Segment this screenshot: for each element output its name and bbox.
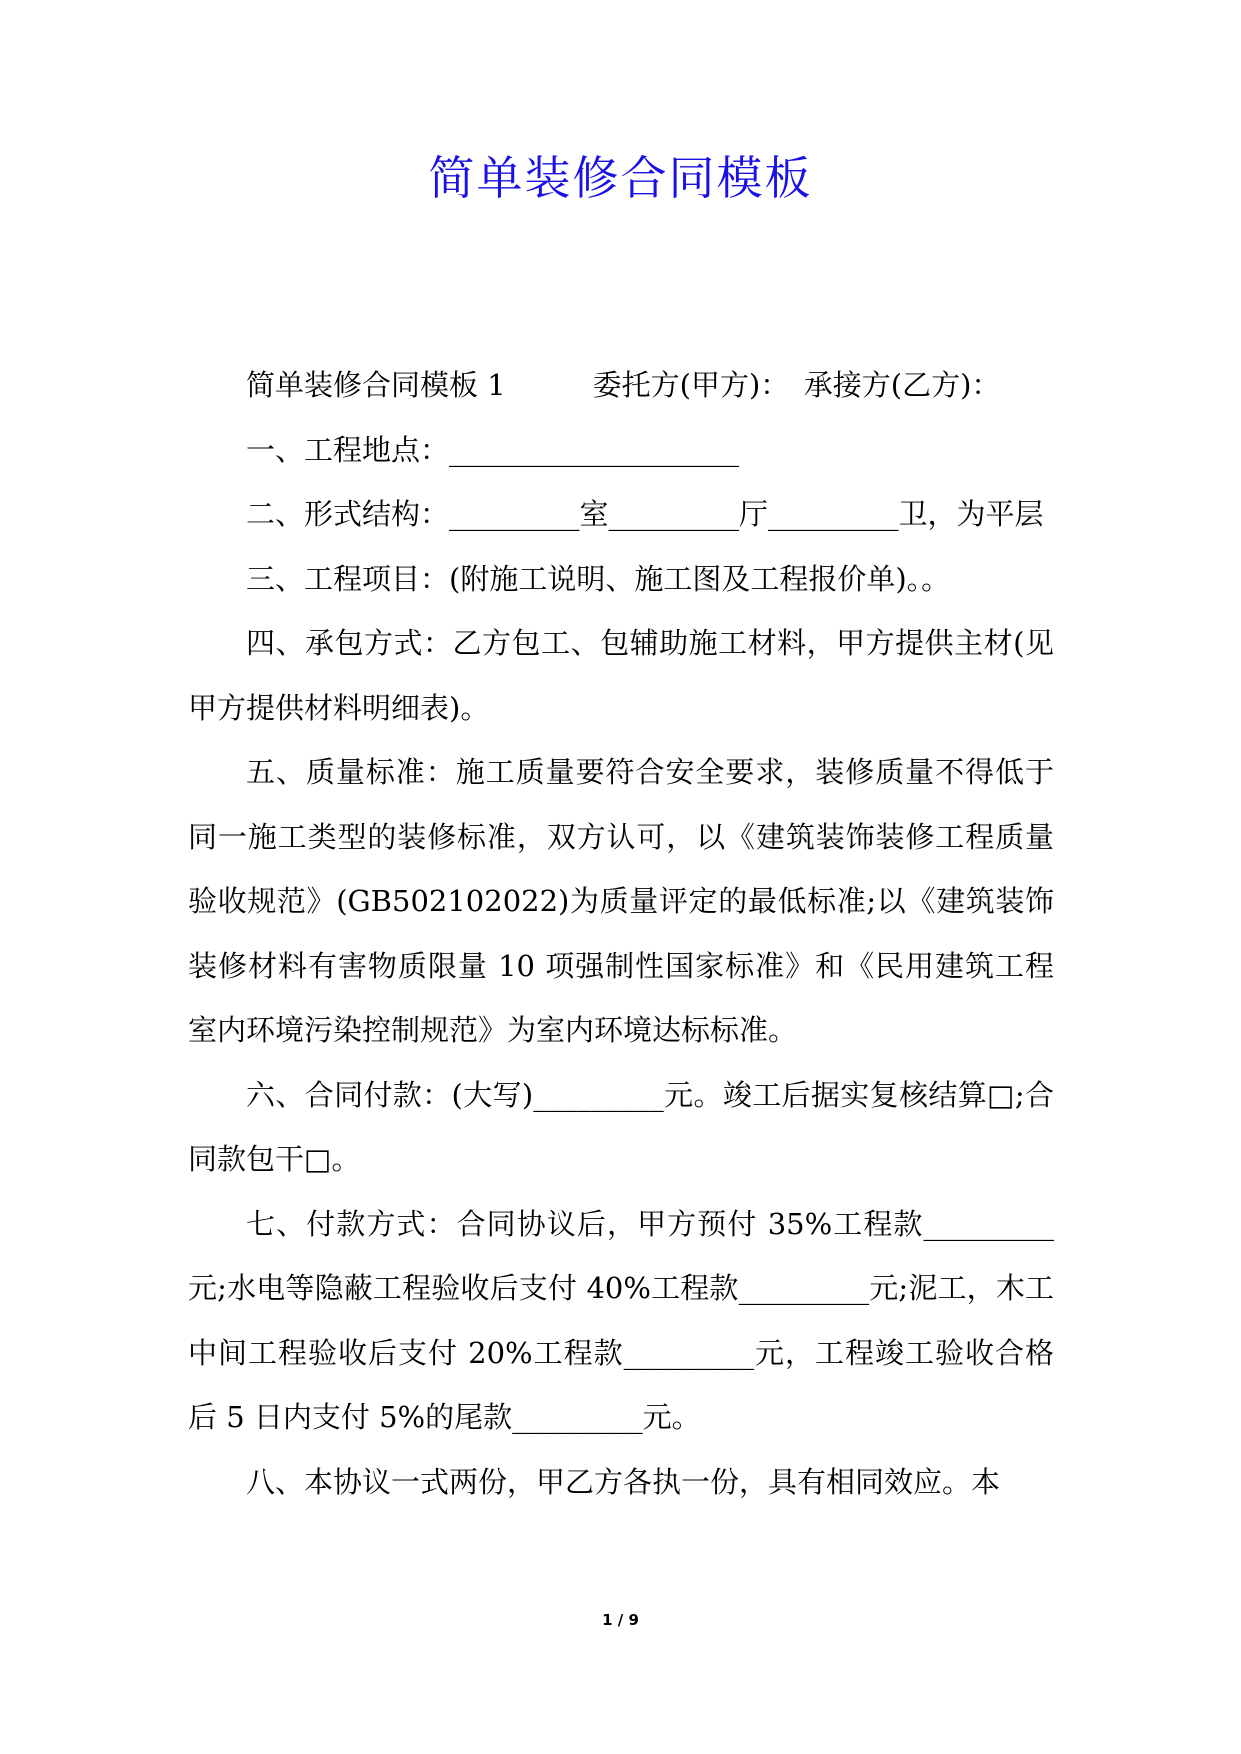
paragraph-payment-method: 七、付款方式：合同协议后，甲方预付 35%工程款_________元;水电等隐蔽工程验收后支付 40%工程款_________元;泥工，木工中间工程验收后支付 20%工程款_________元，工程竣工验收合格后 5 日内支付 5%的尾款_________元。 [188, 1206, 1054, 1434]
page-number: 1 / 9 [602, 1611, 639, 1629]
paragraph-project-location: 一、工程地点：____________________ [246, 432, 740, 467]
paragraph-project-items: 三、工程项目：(附施工说明、施工图及工程报价单)。。 [246, 561, 951, 596]
document-body [188, 353, 1054, 1514]
paragraph-structure: 二、形式结构：_________室_________厅_________卫，为平层 [246, 497, 1044, 531]
document-title: 简单装修合同模板 [428, 151, 813, 205]
paragraph-contract-method: 四、承包方式：乙方包工、包辅助施工材料，甲方提供主材(见甲方提供材料明细表)。 [188, 626, 1054, 725]
paragraph-contract-payment: 六、合同付款：(大写)_________元。竣工后据实复核结算□;合同款包干□。 [188, 1077, 1054, 1176]
paragraph-copies: 八、本协议一式两份，甲乙方各执一份，具有相同效应。本 [246, 1464, 1001, 1499]
paragraph-quality-standard: 五、质量标准：施工质量要符合安全要求，装修质量不得低于同一施工类型的装修标准，双方认可，以《建筑装饰装修工程质量验收规范》(GB502102022)为质量评定的最低标准;以《建筑装饰装修材料有害物质限量 10 项强制性国家标准》和《民用建筑工程室内环境污染控制规范》为室内环境达标标准。 [188, 755, 1054, 1047]
paragraph-intro: 简单装修合同模板 1 委托方(甲方)： 承接方(乙方)： [246, 368, 1001, 402]
